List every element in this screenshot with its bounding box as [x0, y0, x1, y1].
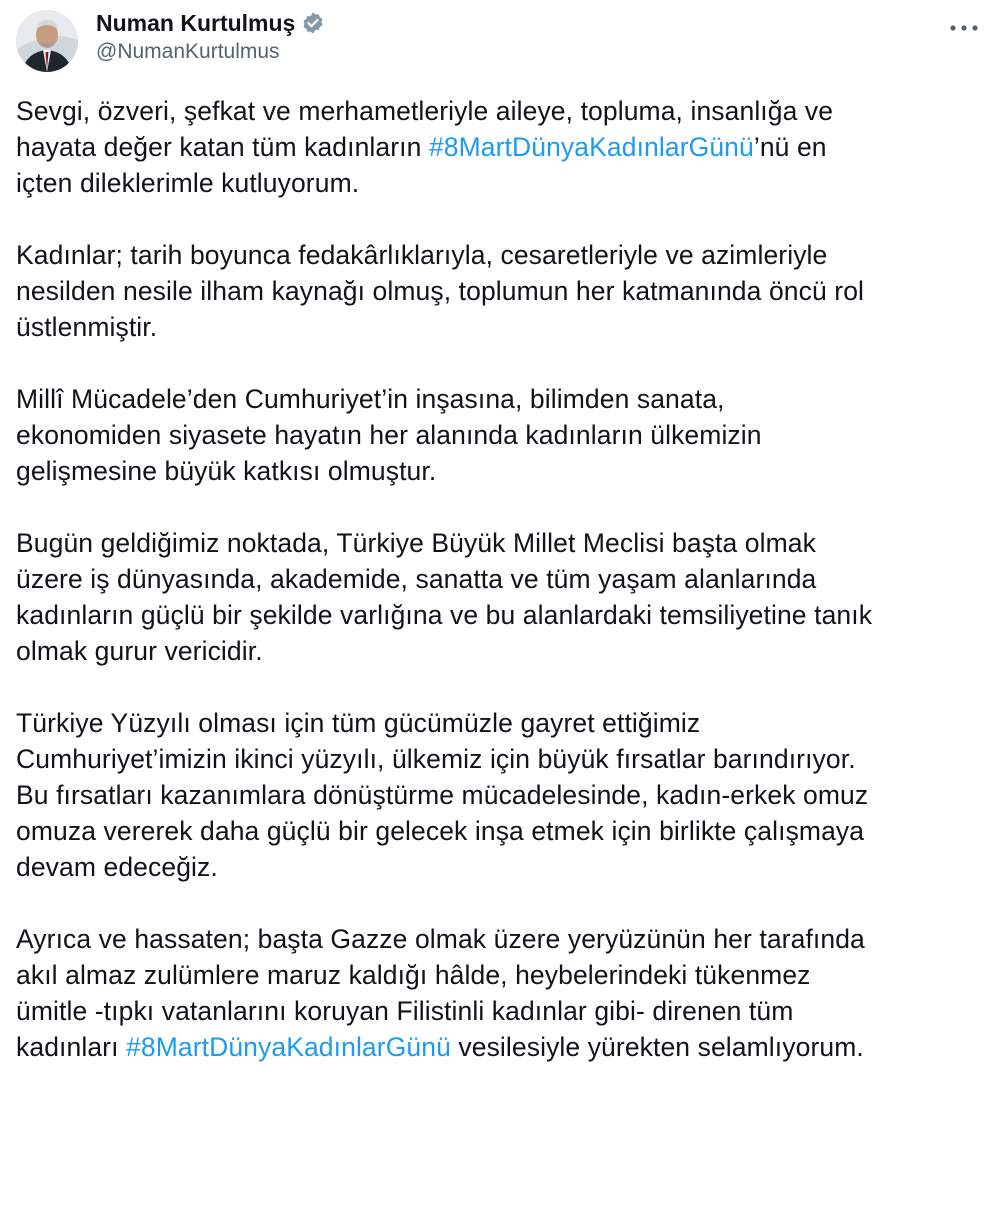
verified-badge-icon — [301, 11, 325, 35]
hashtag-link[interactable]: #8MartDünyaKadınlarGünü — [428, 132, 754, 162]
author-handle[interactable]: @NumanKurtulmus — [96, 40, 280, 63]
paragraph-1 — [16, 93, 984, 201]
more-options-button[interactable] — [944, 12, 984, 44]
paragraph-6-text-start: Ayrıca ve hassaten; başta Gazze olmak üzere yeryüzünün her tarafında akıl almaz zulümlere maruz kaldığı hâlde, heybelerindeki tükenmez ümitle -tıpkı vatanlarını koruyan Filistinli kadınlar gibi- direnen tüm kadınları — [16, 924, 865, 1062]
paragraph-2: Kadınlar; tarih boyunca fedakârlıklarıyla, cesaretleriyle ve azimleriyle nesilden nesile ilham kaynağı olmuş, toplumun her katmanında öncü rol üstlenmiştir. — [16, 240, 865, 342]
avatar-photo — [16, 10, 78, 72]
paragraph-6 — [16, 921, 984, 1065]
avatar[interactable] — [16, 10, 78, 72]
hashtag-link[interactable]: #8MartDünyaKadınlarGünü — [126, 1032, 451, 1062]
author-display-name[interactable]: Numan Kurtulmuş — [96, 9, 296, 36]
tweet-header — [16, 8, 984, 78]
paragraph-5: Türkiye Yüzyılı olması için tüm gücümüzle gayret ettiğimiz Cumhuriyet’imizin ikinci yüzyılı, ülkemiz için büyük fırsatlar barındırıyor. Bu fırsatları kazanımlara dönüştürme mücadelesinde, kadın-erkek omuz omuza vererek daha güçlü bir gelecek inşa etmek için birlikte çalışmaya devam edeceğiz. — [16, 708, 869, 882]
paragraph-6-text-end: vesilesiyle yürekten selamlıyorum. — [450, 1032, 864, 1062]
paragraph-3: Millî Mücadele’den Cumhuriyet’in inşasına, bilimden sanata, ekonomiden siyasete hayatın her alanında kadınların ülkemizin gelişmesine büyük katkısı olmuştur. — [16, 384, 762, 486]
author-info — [96, 8, 325, 64]
tweet-text — [16, 93, 984, 1065]
display-name-row — [96, 8, 325, 38]
paragraph-1-text-end: ’nü en içten dileklerimle kutluyorum. — [16, 132, 827, 198]
more-options-icon — [949, 24, 979, 32]
paragraph-1-text-start: Sevgi, özveri, şefkat ve merhametleriyle aileye, topluma, insanlığa ve hayata değer katan tüm kadınların — [16, 96, 834, 162]
paragraph-4: Bugün geldiğimiz noktada, Türkiye Büyük Millet Meclisi başta olmak üzere iş dünyasında, akademide, sanatta ve tüm yaşam alanlarında kadınların güçlü bir şekilde varlığına ve bu alanlardaki temsiliyetine tanık olmak gurur vericidir. — [16, 528, 873, 666]
